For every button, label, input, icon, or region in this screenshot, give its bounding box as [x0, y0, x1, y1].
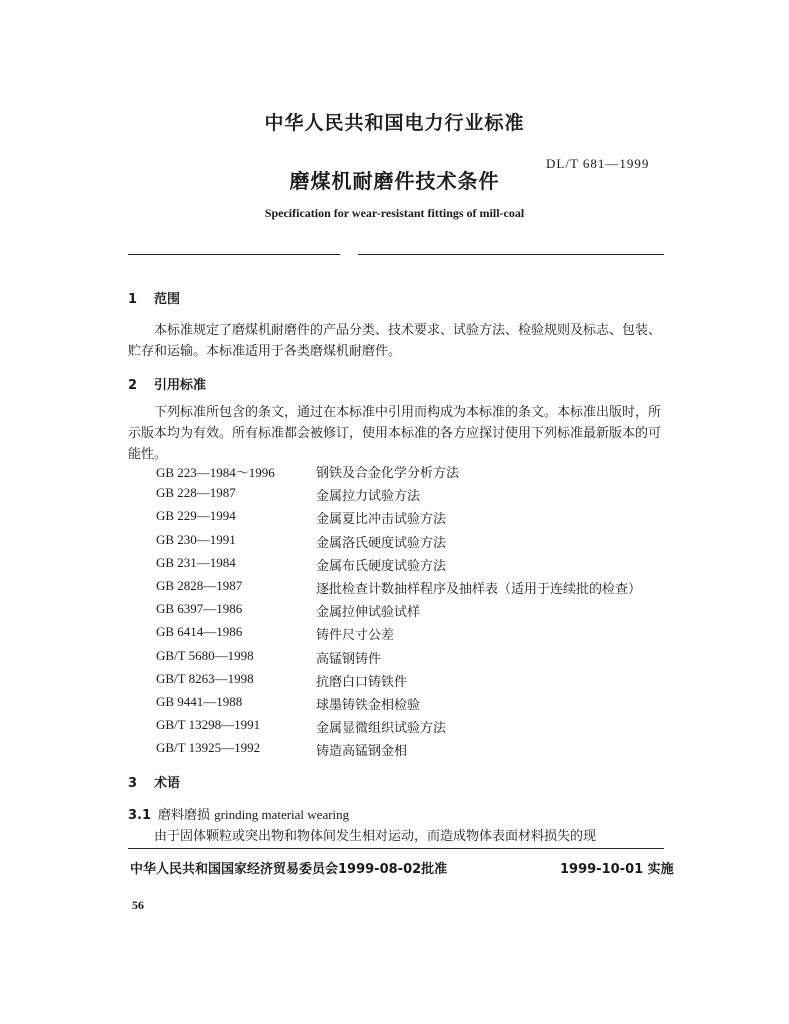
reference-code: GB/T 5680—1998 — [156, 647, 254, 663]
reference-row — [156, 624, 641, 647]
subsection-3-1-title-cn: 磨料磨损 — [158, 808, 211, 823]
section-1-heading — [128, 288, 180, 307]
reference-code: GB 9441—1988 — [156, 693, 243, 709]
reference-name: 金属布氏硬度试验方法 — [316, 558, 447, 574]
reference-row — [156, 508, 641, 531]
reference-code: GB/T 13925—1992 — [156, 740, 261, 756]
section-2-text: 下列标准所包含的条文，通过在本标准中引用而构成为本标准的条文。本标准出版时，所示版本均为有效。所有标准都会被修订，使用本标准的各方应探讨使用下列标准最新版本的可能性。 — [128, 405, 662, 462]
reference-code: GB 6414—1986 — [156, 624, 243, 640]
reference-code: GB 231—1984 — [156, 554, 236, 570]
page-number: 56 — [132, 898, 144, 912]
section-1-text: 本标准规定了磨煤机耐磨件的产品分类、技术要求、试验方法、检验规则及标志、包装、贮存和运输。本标准适用于各类磨煤机耐磨件。 — [128, 323, 662, 359]
english-title: Specification for wear-resistant fittings of mill-coal — [264, 206, 525, 220]
subsection-3-1-title-en: grinding material wearing — [214, 807, 350, 822]
title-divider-left — [128, 254, 340, 255]
reference-row — [156, 485, 641, 508]
reference-name: 球墨铸铁金相检验 — [316, 697, 421, 713]
reference-code: GB 229—1994 — [156, 508, 236, 524]
reference-row — [156, 671, 641, 694]
subsection-3-1-number: 3.1 — [128, 808, 152, 823]
section-3-heading — [128, 772, 180, 791]
section-2-heading — [128, 374, 206, 393]
section-1-number: 1 — [128, 292, 138, 307]
reference-row — [156, 578, 641, 601]
reference-row — [156, 648, 641, 671]
section-2-title: 引用标准 — [154, 378, 207, 393]
approval-line: 中华人民共和国国家经济贸易委员会1999-08-02批准 — [130, 862, 448, 877]
reference-code: GB/T 13298—1991 — [156, 717, 261, 733]
standard-title: 中华人民共和国电力行业标准 — [264, 112, 525, 134]
reference-code: GB 230—1991 — [156, 531, 236, 547]
reference-row — [156, 740, 641, 763]
reference-code: GB 2828—1987 — [156, 577, 243, 593]
reference-code: GB 228—1987 — [156, 485, 236, 501]
reference-name: 逐批检查计数抽样程序及抽样表（适用于连续批的检查） — [316, 581, 642, 597]
reference-name: 铸件尺寸公差 — [316, 628, 395, 644]
section-2-number: 2 — [128, 378, 138, 393]
subsection-3-1-heading — [128, 804, 349, 823]
reference-name: 金属夏比冲击试验方法 — [316, 512, 447, 528]
section-3-number: 3 — [128, 776, 138, 791]
reference-name: 高锰钢铸件 — [316, 651, 382, 667]
reference-name: 金属显微组织试验方法 — [316, 721, 447, 737]
reference-row — [156, 601, 641, 624]
section-3-text: 由于固体颗粒或突出物和物体间发生相对运动，而造成物体表面材料损失的现 — [154, 829, 597, 844]
reference-code: GB/T 8263—1998 — [156, 670, 254, 686]
title-divider-right — [358, 254, 664, 255]
section-1-title: 范围 — [154, 292, 181, 307]
reference-row — [156, 694, 641, 717]
reference-code: GB 223—1984～1996 — [156, 465, 275, 480]
reference-row — [156, 555, 641, 578]
implementation-date: 1999-10-01 实施 — [560, 862, 674, 877]
section-3-title: 术语 — [154, 776, 181, 791]
reference-name: 金属洛氏硬度试验方法 — [316, 535, 447, 551]
reference-name: 抗磨白口铸铁件 — [316, 674, 408, 690]
doc-number: DL/T 681—1999 — [546, 156, 650, 171]
reference-row — [156, 462, 641, 485]
reference-row — [156, 717, 641, 740]
reference-list — [156, 462, 641, 763]
doc-title: 磨煤机耐磨件技术条件 — [289, 169, 500, 193]
reference-name: 金属拉伸试验试样 — [316, 605, 421, 621]
reference-code: GB 6397—1986 — [156, 601, 243, 617]
reference-row — [156, 532, 641, 555]
footer-divider — [128, 848, 664, 849]
reference-name: 金属拉力试验方法 — [316, 489, 421, 505]
reference-name: 铸造高锰钢金相 — [316, 744, 408, 760]
reference-name: 钢铁及合金化学分析方法 — [316, 466, 460, 481]
